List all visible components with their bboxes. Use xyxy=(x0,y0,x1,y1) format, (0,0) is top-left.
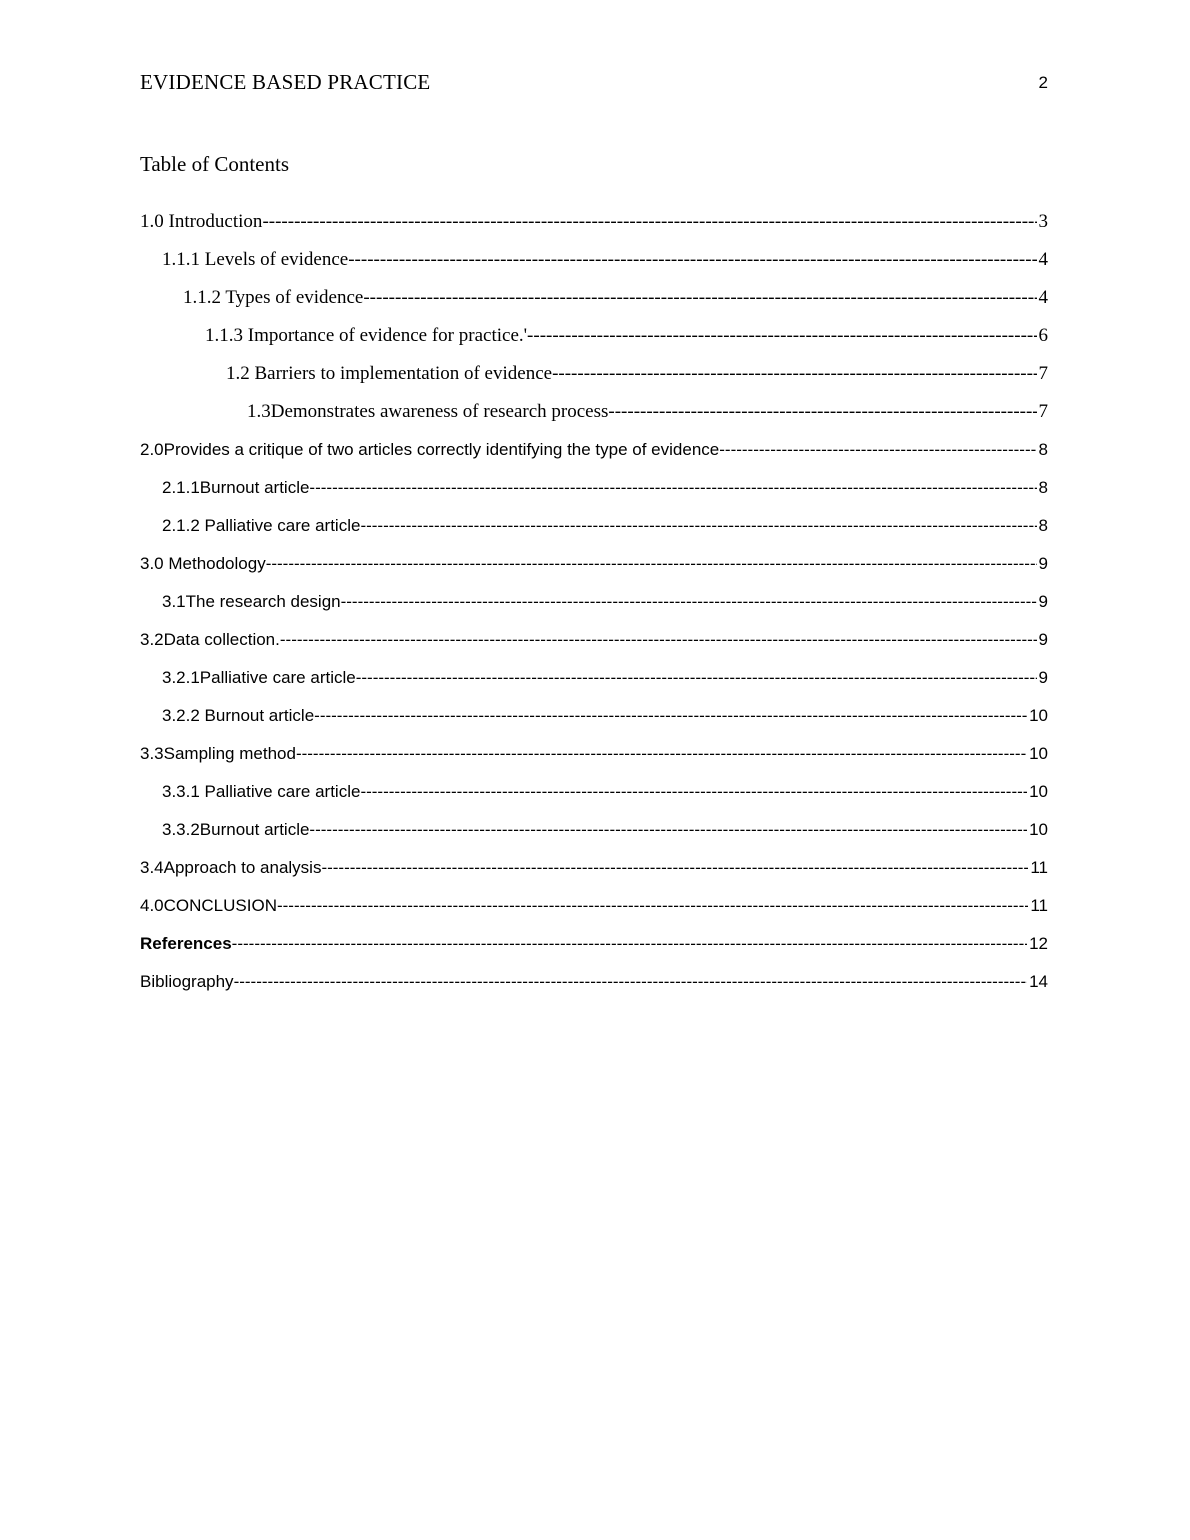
toc-entry-barriers[interactable] xyxy=(140,357,1048,395)
toc-entry-label: Bibliography xyxy=(140,972,234,991)
toc-entry-sampling-palliative-care[interactable] xyxy=(140,775,1048,813)
toc-dot-leader xyxy=(296,737,1027,771)
toc-entry-page: 9 xyxy=(1038,554,1048,573)
toc-entry-label: 1.2 Barriers to implementation of evidence xyxy=(226,363,553,384)
toc-entry-page: 12 xyxy=(1029,934,1048,953)
page-number: 2 xyxy=(1038,73,1048,92)
toc-dot-leader xyxy=(232,927,1027,961)
toc-dot-leader xyxy=(266,547,1037,581)
toc-entry-data-palliative-care[interactable] xyxy=(140,661,1048,699)
toc-dot-leader xyxy=(527,319,1036,353)
toc-entry-label: 1.1.1 Levels of evidence xyxy=(162,249,349,270)
toc-entry-page: 4 xyxy=(1038,249,1048,270)
toc-entry-importance-of-evidence[interactable] xyxy=(140,319,1048,357)
toc-entry-bibliography[interactable] xyxy=(140,965,1048,1003)
toc-entry-label: 2.0Provides a critique of two articles correctly identifying the type of evidence xyxy=(140,440,720,459)
toc-entry-references[interactable] xyxy=(140,927,1048,965)
toc-entry-label: 1.1.3 Importance of evidence for practice.' xyxy=(205,325,528,346)
toc-entry-critique[interactable] xyxy=(140,433,1048,471)
toc-entry-conclusion[interactable] xyxy=(140,889,1048,927)
toc-entry-page: 10 xyxy=(1029,744,1048,763)
toc-dot-leader xyxy=(360,775,1027,809)
toc-entry-sampling-burnout[interactable] xyxy=(140,813,1048,851)
toc-entry-label: 3.2.2 Burnout article xyxy=(162,706,315,725)
toc-entry-label: 3.0 Methodology xyxy=(140,554,266,573)
toc-entry-page: 4 xyxy=(1038,287,1048,308)
toc-dot-leader xyxy=(360,509,1036,543)
page-header xyxy=(140,70,1048,100)
toc-entry-label: References xyxy=(140,934,232,953)
toc-entry-page: 6 xyxy=(1038,325,1048,346)
toc-dot-leader xyxy=(234,965,1028,999)
toc-entry-label: 3.2Data collection. xyxy=(140,630,280,649)
toc-entry-page: 9 xyxy=(1038,592,1048,611)
toc-entry-research-design[interactable] xyxy=(140,585,1048,623)
toc-entry-label: 1.1.2 Types of evidence xyxy=(183,287,364,308)
table-of-contents xyxy=(140,205,1048,1003)
toc-entry-page: 8 xyxy=(1038,516,1048,535)
toc-entry-label: 3.4Approach to analysis xyxy=(140,858,322,877)
running-header-title: EVIDENCE BASED PRACTICE xyxy=(140,70,431,94)
toc-entry-label: 2.1.2 Palliative care article xyxy=(162,516,361,535)
toc-dot-leader xyxy=(608,395,1036,429)
toc-entry-label: 3.3Sampling method xyxy=(140,744,296,763)
toc-entry-page: 8 xyxy=(1038,440,1048,459)
toc-entry-page: 9 xyxy=(1038,630,1048,649)
toc-entry-label: 1.0 Introduction xyxy=(140,211,263,232)
toc-entry-sampling-method[interactable] xyxy=(140,737,1048,775)
toc-dot-leader xyxy=(356,661,1037,695)
toc-entry-levels-of-evidence[interactable] xyxy=(140,243,1048,281)
toc-dot-leader xyxy=(341,585,1037,619)
toc-entry-page: 10 xyxy=(1029,820,1048,839)
toc-entry-introduction[interactable] xyxy=(140,205,1048,243)
toc-entry-label: 1.3Demonstrates awareness of research process xyxy=(247,401,609,422)
toc-entry-page: 3 xyxy=(1038,211,1048,232)
toc-dot-leader xyxy=(719,433,1036,467)
toc-entry-page: 9 xyxy=(1038,668,1048,687)
toc-entry-burnout-article[interactable] xyxy=(140,471,1048,509)
toc-dot-leader xyxy=(277,889,1028,923)
toc-entry-page: 10 xyxy=(1029,706,1048,725)
toc-entry-page: 14 xyxy=(1029,972,1048,991)
toc-entry-page: 11 xyxy=(1030,858,1048,877)
toc-entry-label: 2.1.1Burnout article xyxy=(162,478,310,497)
toc-dot-leader xyxy=(309,471,1036,505)
toc-dot-leader xyxy=(262,205,1036,239)
toc-entry-data-burnout[interactable] xyxy=(140,699,1048,737)
toc-dot-leader xyxy=(363,281,1036,315)
toc-entry-page: 11 xyxy=(1030,896,1048,915)
toc-entry-label: 3.3.1 Palliative care article xyxy=(162,782,361,801)
toc-dot-leader xyxy=(309,813,1027,847)
toc-dot-leader xyxy=(321,851,1028,885)
toc-entry-label: 3.3.2Burnout article xyxy=(162,820,310,839)
toc-dot-leader xyxy=(314,699,1027,733)
toc-entry-methodology[interactable] xyxy=(140,547,1048,585)
toc-entry-label: 4.0CONCLUSION xyxy=(140,896,277,915)
toc-entry-label: 3.2.1Palliative care article xyxy=(162,668,356,687)
toc-entry-palliative-care-article[interactable] xyxy=(140,509,1048,547)
toc-dot-leader xyxy=(552,357,1036,391)
toc-entry-approach-to-analysis[interactable] xyxy=(140,851,1048,889)
toc-entry-data-collection[interactable] xyxy=(140,623,1048,661)
toc-dot-leader xyxy=(348,243,1036,277)
toc-heading: Table of Contents xyxy=(140,152,289,176)
toc-entry-page: 7 xyxy=(1038,401,1048,422)
toc-entry-page: 8 xyxy=(1038,478,1048,497)
toc-entry-page: 10 xyxy=(1029,782,1048,801)
toc-entry-label: 3.1The research design xyxy=(162,592,341,611)
toc-dot-leader xyxy=(280,623,1037,657)
toc-entry-research-process[interactable] xyxy=(140,395,1048,433)
toc-entry-page: 7 xyxy=(1038,363,1048,384)
toc-entry-types-of-evidence[interactable] xyxy=(140,281,1048,319)
